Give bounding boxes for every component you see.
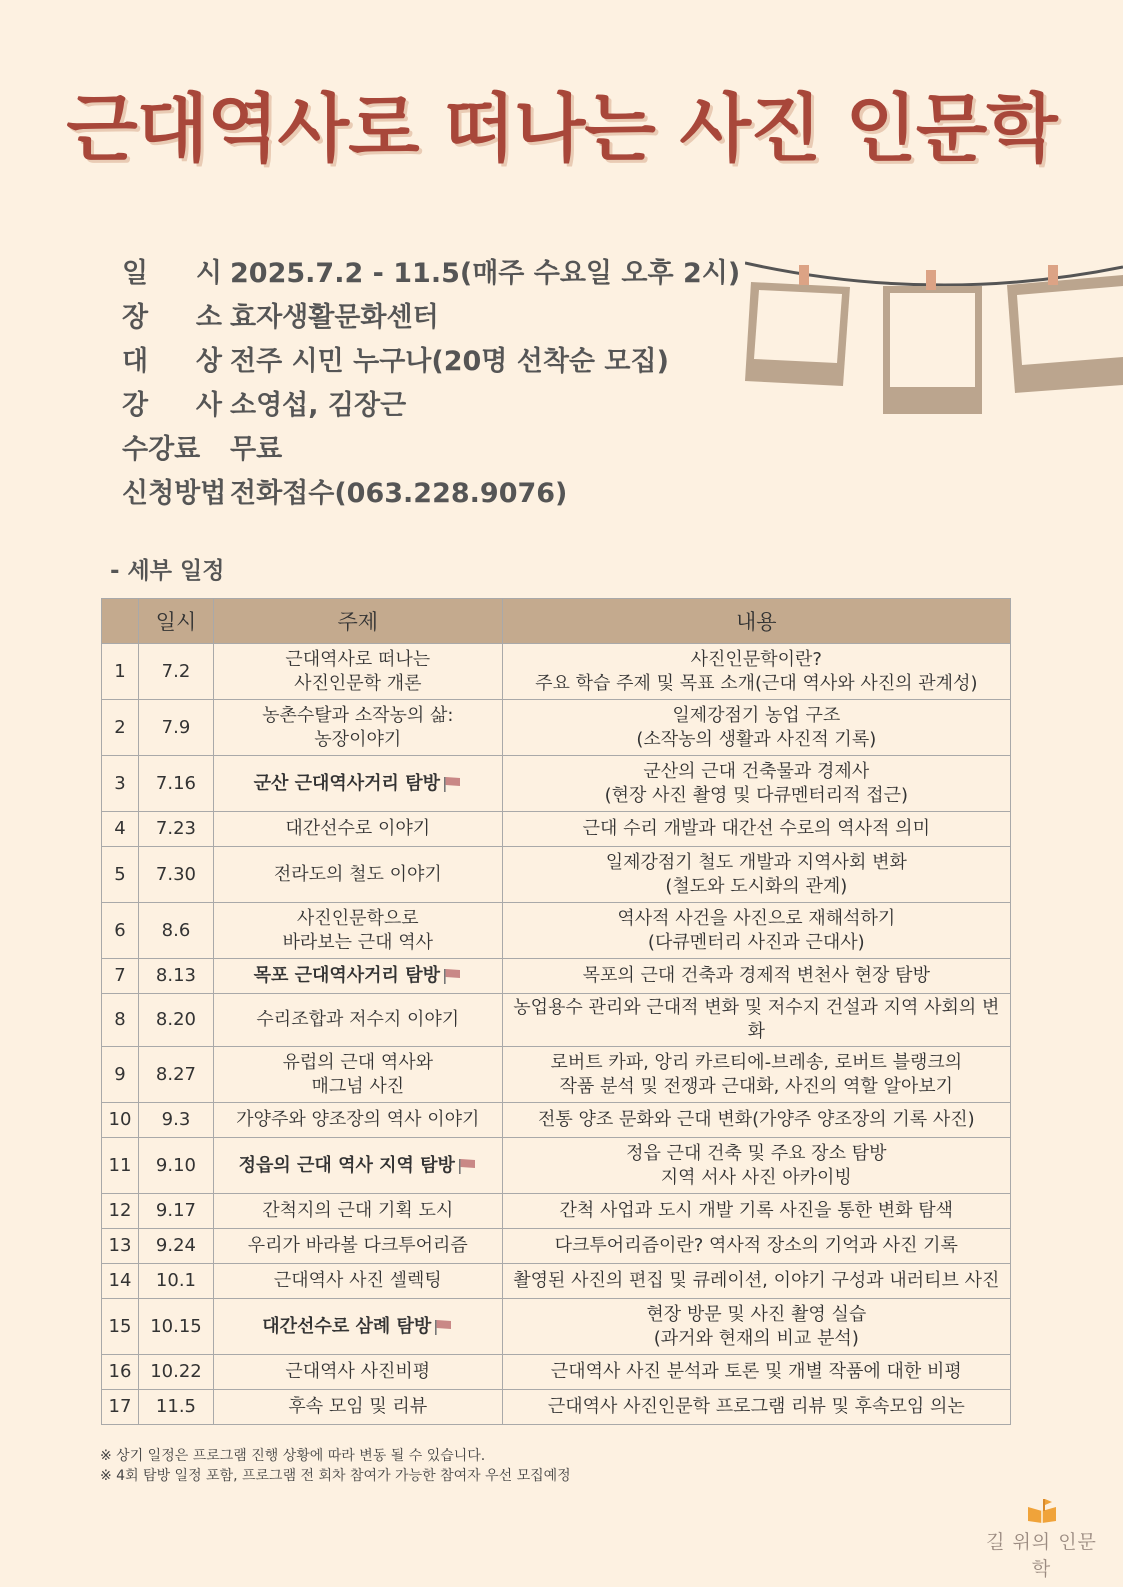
cell-content: 근대 수리 개발과 대간선 수로의 역사적 의미 <box>502 812 1010 847</box>
cell-no: 4 <box>102 812 139 847</box>
table-row <box>102 644 1011 700</box>
hanging-photos-illustration <box>745 245 1123 425</box>
photo-frame-1 <box>745 265 850 386</box>
header-topic: 주제 <box>213 599 502 644</box>
cell-content: 정읍 근대 건축 및 주요 장소 탐방 지역 서사 사진 아카이빙 <box>502 1138 1010 1194</box>
cell-topic: 대간선수로 이야기 <box>213 812 502 847</box>
cell-content: 간척 사업과 도시 개발 기록 사진을 통한 변화 탐색 <box>502 1194 1010 1229</box>
table-row <box>102 1103 1011 1138</box>
note-2: ※ 4회 탐방 일정 포함, 프로그램 전 회차 참여가 가능한 참여자 우선 모집예정 <box>100 1468 571 1484</box>
cell-topic: 농촌수탈과 소작농의 삶: 농장이야기 <box>213 700 502 756</box>
cell-topic: 유럽의 근대 역사와 매그넘 사진 <box>213 1047 502 1103</box>
cell-date: 8.6 <box>138 903 213 959</box>
section-title: - 세부 일정 <box>110 558 225 584</box>
cell-content: 농업용수 관리와 근대적 변화 및 저수지 건설과 지역 사회의 변화 <box>502 994 1010 1047</box>
cell-date: 9.10 <box>138 1138 213 1194</box>
info-block <box>122 252 740 516</box>
cell-content: 일제강점기 농업 구조 (소작농의 생활과 사진적 기록) <box>502 700 1010 756</box>
poster-title: 근대역사로 떠나는 사진 인문학 <box>66 86 1057 172</box>
topic-text: 정읍의 근대 역사 지역 탐방 <box>238 1154 455 1176</box>
cell-date: 10.15 <box>138 1299 213 1355</box>
info-label: 일 시 <box>122 258 222 289</box>
flag-icon <box>442 775 462 793</box>
info-value: 2025.7.2 - 11.5(매주 수요일 오후 2시) <box>230 258 741 289</box>
cell-content: 다크투어리즘이란? 역사적 장소의 기억과 사진 기록 <box>502 1229 1010 1264</box>
cell-content: 현장 방문 및 사진 촬영 실습 (과거와 현재의 비교 분석) <box>502 1299 1010 1355</box>
cell-topic <box>213 959 502 994</box>
header-no <box>102 599 139 644</box>
cell-date: 7.23 <box>138 812 213 847</box>
info-value: 소영섭, 김장근 <box>230 390 407 421</box>
topic-text: 군산 근대역사거리 탐방 <box>253 772 440 794</box>
cell-content: 사진인문학이란? 주요 학습 주제 및 목표 소개(근대 역사와 사진의 관계성) <box>502 644 1010 700</box>
cell-date: 9.17 <box>138 1194 213 1229</box>
table-row <box>102 1229 1011 1264</box>
cell-date: 7.16 <box>138 756 213 812</box>
info-value: 전주 시민 누구나(20명 선착순 모집) <box>230 346 669 377</box>
cell-date: 8.13 <box>138 959 213 994</box>
cell-topic <box>213 1299 502 1355</box>
header-date: 일시 <box>138 599 213 644</box>
cell-no: 9 <box>102 1047 139 1103</box>
cell-date: 11.5 <box>138 1390 213 1425</box>
cell-no: 15 <box>102 1299 139 1355</box>
info-label: 수강료 <box>122 434 201 465</box>
table-row <box>102 700 1011 756</box>
cell-date: 7.2 <box>138 644 213 700</box>
cell-topic: 근대역사로 떠나는 사진인문학 개론 <box>213 644 502 700</box>
cell-no: 3 <box>102 756 139 812</box>
table-row <box>102 1390 1011 1425</box>
cell-content: 목포의 근대 건축과 경제적 변천사 현장 탐방 <box>502 959 1010 994</box>
cell-topic: 근대역사 사진비평 <box>213 1355 502 1390</box>
book-logo-icon <box>1025 1497 1059 1523</box>
info-label: 대 상 <box>122 346 222 377</box>
topic-text: 대간선수로 삼례 탐방 <box>262 1315 432 1337</box>
info-value: 무료 <box>230 434 283 465</box>
notes <box>100 1446 571 1486</box>
table-row <box>102 756 1011 812</box>
table-row <box>102 903 1011 959</box>
cell-no: 8 <box>102 994 139 1047</box>
cell-date: 9.3 <box>138 1103 213 1138</box>
cell-topic: 사진인문학으로 바라보는 근대 역사 <box>213 903 502 959</box>
cell-content: 군산의 근대 건축물과 경제사 (현장 사진 촬영 및 다큐멘터리적 접근) <box>502 756 1010 812</box>
table-row <box>102 812 1011 847</box>
table-row <box>102 847 1011 903</box>
cell-topic: 수리조합과 저수지 이야기 <box>213 994 502 1047</box>
cell-topic: 후속 모임 및 리뷰 <box>213 1390 502 1425</box>
cell-no: 14 <box>102 1264 139 1299</box>
flag-icon <box>442 967 462 985</box>
info-label: 강 사 <box>122 390 222 421</box>
cell-content: 전통 양조 문화와 근대 변화(가양주 양조장의 기록 사진) <box>502 1103 1010 1138</box>
cell-content: 역사적 사건을 사진으로 재해석하기 (다큐멘터리 사진과 근대사) <box>502 903 1010 959</box>
info-row <box>122 472 740 516</box>
cell-date: 10.1 <box>138 1264 213 1299</box>
flag-icon <box>457 1157 477 1175</box>
table-row <box>102 1138 1011 1194</box>
schedule-table <box>101 598 1011 1425</box>
cell-content: 로버트 카파, 앙리 카르티에-브레송, 로버트 블랭크의 작품 분석 및 전쟁과 근대화, 사진의 역할 알아보기 <box>502 1047 1010 1103</box>
header-content: 내용 <box>502 599 1010 644</box>
cell-content: 일제강점기 철도 개발과 지역사회 변화 (철도와 도시화의 관계) <box>502 847 1010 903</box>
cell-content: 근대역사 사진인문학 프로그램 리뷰 및 후속모임 의논 <box>502 1390 1010 1425</box>
cell-topic <box>213 1138 502 1194</box>
schedule-body <box>102 644 1011 1425</box>
cell-no: 13 <box>102 1229 139 1264</box>
cell-no: 12 <box>102 1194 139 1229</box>
note-1: ※ 상기 일정은 프로그램 진행 상황에 따라 변동 될 수 있습니다. <box>100 1448 486 1464</box>
table-row <box>102 1194 1011 1229</box>
cell-no: 2 <box>102 700 139 756</box>
cell-no: 6 <box>102 903 139 959</box>
photo-frame-3 <box>1007 265 1123 393</box>
cell-date: 10.22 <box>138 1355 213 1390</box>
table-header-row <box>102 599 1011 644</box>
flag-icon <box>433 1318 453 1336</box>
table-row <box>102 1355 1011 1390</box>
cell-topic: 전라도의 철도 이야기 <box>213 847 502 903</box>
cell-no: 10 <box>102 1103 139 1138</box>
cell-no: 11 <box>102 1138 139 1194</box>
logo <box>984 1497 1099 1581</box>
cell-content: 촬영된 사진의 편집 및 큐레이션, 이야기 구성과 내러티브 사진 <box>502 1264 1010 1299</box>
table-row <box>102 1299 1011 1355</box>
info-row <box>122 428 740 472</box>
info-row <box>122 340 740 384</box>
info-value: 전화접수(063.228.9076) <box>230 478 568 509</box>
cell-topic: 우리가 바라볼 다크투어리즘 <box>213 1229 502 1264</box>
cell-no: 1 <box>102 644 139 700</box>
info-label: 신청방법 <box>122 478 227 509</box>
cell-content: 근대역사 사진 분석과 토론 및 개별 작품에 대한 비평 <box>502 1355 1010 1390</box>
cell-topic: 간척지의 근대 기획 도시 <box>213 1194 502 1229</box>
info-row <box>122 252 740 296</box>
cell-date: 7.30 <box>138 847 213 903</box>
cell-no: 7 <box>102 959 139 994</box>
photo-frame-2 <box>883 270 982 414</box>
info-row <box>122 296 740 340</box>
cell-date: 8.20 <box>138 994 213 1047</box>
table-row <box>102 1264 1011 1299</box>
cell-no: 5 <box>102 847 139 903</box>
table-row <box>102 994 1011 1047</box>
cell-topic: 근대역사 사진 셀렉팅 <box>213 1264 502 1299</box>
info-value: 효자생활문화센터 <box>230 302 439 333</box>
cell-date: 7.9 <box>138 700 213 756</box>
cell-date: 9.24 <box>138 1229 213 1264</box>
table-row <box>102 959 1011 994</box>
table-row <box>102 1047 1011 1103</box>
topic-text: 목포 근대역사거리 탐방 <box>253 965 440 986</box>
cell-topic <box>213 756 502 812</box>
cell-topic: 가양주와 양조장의 역사 이야기 <box>213 1103 502 1138</box>
logo-text: 길 위의 인문학 <box>986 1531 1097 1580</box>
cell-date: 8.27 <box>138 1047 213 1103</box>
cell-no: 17 <box>102 1390 139 1425</box>
cell-no: 16 <box>102 1355 139 1390</box>
info-row <box>122 384 740 428</box>
info-label: 장 소 <box>122 302 222 333</box>
